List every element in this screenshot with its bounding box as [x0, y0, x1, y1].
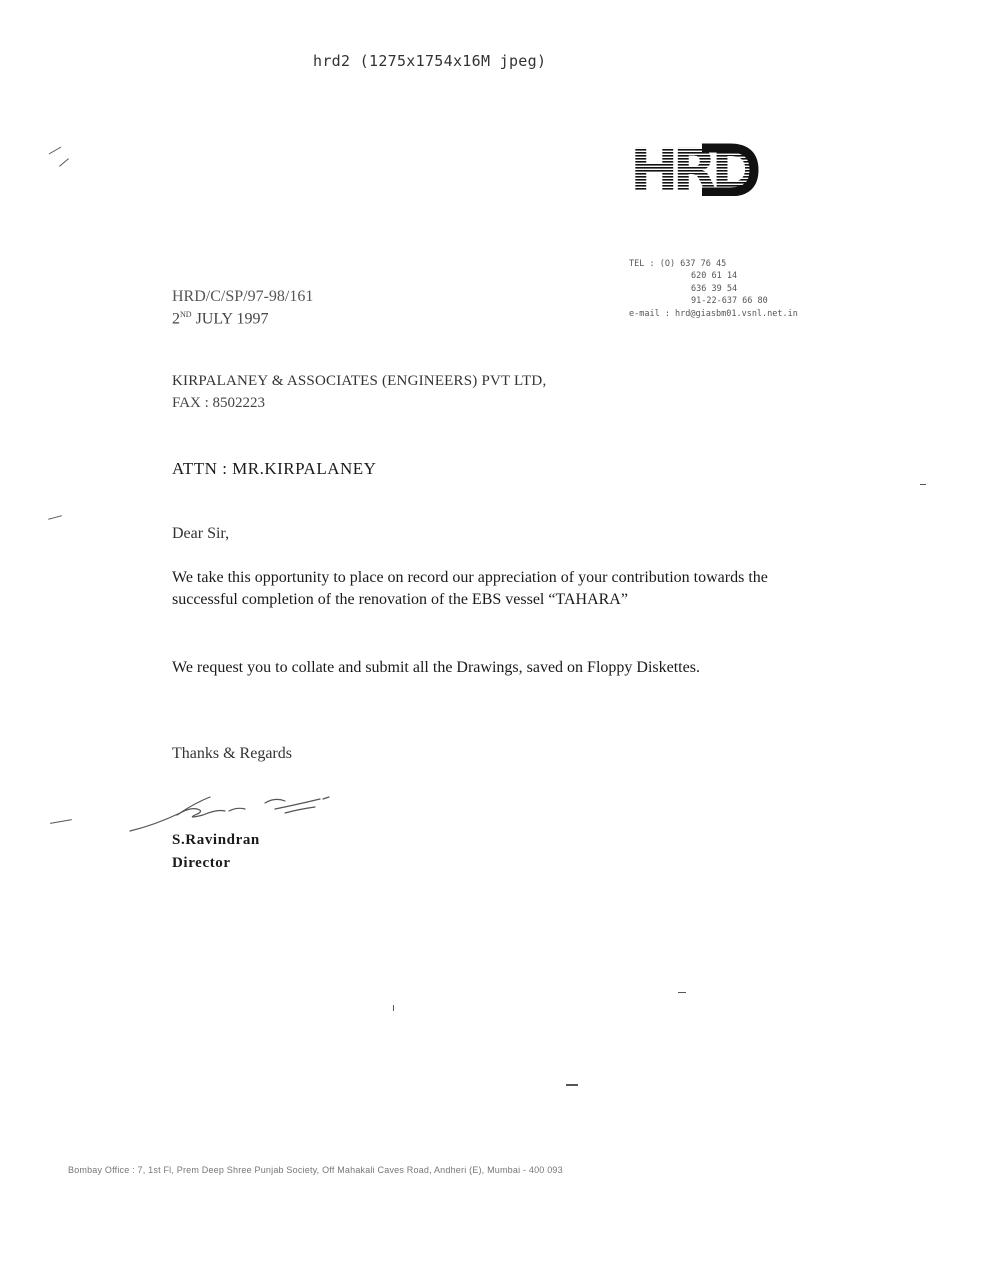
- attention-line: ATTN : MR.KIRPALANEY: [172, 459, 377, 478]
- contact-phone-2: 620 61 14: [691, 271, 738, 282]
- body-paragraph-2: We request you to collate and submit all the Drawings, saved on Floppy Diskettes.: [172, 659, 700, 676]
- scan-artifact: [49, 147, 62, 155]
- hrd-logo: [630, 140, 760, 201]
- body-paragraph-1: We take this opportunity to place on record our appreciation of your contribution towards the successful completion of the renovation of the EBS vessel “TAHARA”: [172, 569, 768, 608]
- letter-date: [172, 310, 268, 328]
- logo-text: HRD: [630, 140, 754, 196]
- scan-artifact: [678, 992, 686, 993]
- contact-phone-1: TEL : (O) 637 76 45: [629, 259, 727, 269]
- recipient-fax: FAX : 8502223: [172, 395, 266, 411]
- date-rest: JULY 1997: [191, 310, 269, 328]
- scan-artifact: [59, 158, 69, 166]
- contact-phone-4: 91-22-637 66 80: [691, 296, 768, 307]
- signer-title: Director: [172, 855, 231, 871]
- contact-block: [629, 258, 798, 320]
- reference-number: HRD/C/SP/97-98/161: [172, 288, 314, 305]
- contact-email: e-mail : hrd@giasbm01.vsnl.net.in: [629, 308, 798, 319]
- date-suffix: ND: [180, 310, 192, 319]
- viewer-title: hrd2 (1275x1754x16M jpeg): [313, 52, 547, 70]
- footer-address: Bombay Office : 7, 1st Fl, Prem Deep Shree Punjab Society, Off Mahakali Caves Road, Andheri (E), Mumbai - 400 093: [68, 1165, 563, 1175]
- scan-artifact: [50, 819, 72, 824]
- closing: Thanks & Regards: [172, 745, 292, 762]
- signer-name: S.Ravindran: [172, 832, 260, 848]
- recipient-company: KIRPALANEY & ASSOCIATES (ENGINEERS) PVT LTD,: [172, 373, 547, 389]
- scan-artifact: [920, 484, 926, 485]
- scan-artifact: [566, 1084, 578, 1086]
- scan-artifact: [48, 515, 62, 520]
- date-day: 2: [172, 310, 180, 328]
- contact-phone-3: 636 39 54: [691, 283, 738, 294]
- scan-artifact: [393, 1005, 394, 1011]
- salutation: Dear Sir,: [172, 525, 230, 542]
